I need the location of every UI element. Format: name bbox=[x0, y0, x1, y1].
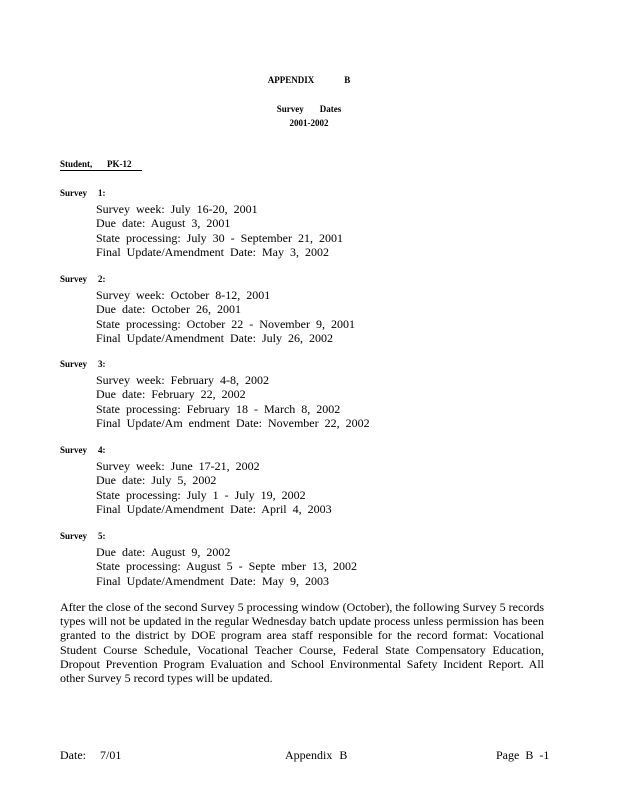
final-update-line: Final Update/Amendment Date: July 26, 2002 bbox=[96, 331, 333, 346]
appendix-heading bbox=[0, 75, 618, 85]
section-label bbox=[60, 159, 142, 171]
survey-title bbox=[60, 359, 560, 373]
survey-title-word: Survey bbox=[60, 445, 87, 455]
survey-title bbox=[60, 188, 560, 202]
section-label-grades: PK-12 bbox=[107, 159, 132, 169]
survey-details bbox=[96, 202, 560, 260]
footer-date bbox=[60, 748, 121, 763]
survey-title-word: Survey bbox=[60, 188, 87, 198]
dates-word: Dates bbox=[319, 104, 342, 114]
survey-details bbox=[96, 373, 560, 431]
survey-block-1 bbox=[60, 188, 560, 260]
survey-week-line: Survey week: June 17-21, 2002 bbox=[96, 459, 260, 473]
survey-week-line: Survey week: October 8-12, 2001 bbox=[96, 288, 271, 302]
survey-block-3 bbox=[60, 359, 560, 431]
due-date-line: Due date: August 9, 2002 bbox=[96, 545, 231, 559]
survey-details bbox=[96, 288, 560, 346]
survey-title-word: Survey bbox=[60, 274, 87, 284]
survey-title-number: 2: bbox=[98, 274, 106, 284]
state-processing-line: State processing: February 18 - March 8, 2002 bbox=[96, 401, 341, 416]
survey-dates-heading bbox=[0, 104, 618, 114]
due-date-line: Due date: July 5, 2002 bbox=[96, 473, 217, 488]
appendix-word: APPENDIX bbox=[267, 75, 315, 85]
final-update-line: Final Update/Amendment Date: May 3, 2002 bbox=[96, 245, 329, 260]
state-processing-line: State processing: July 1 - July 19, 2002 bbox=[96, 487, 306, 502]
survey-word: Survey bbox=[276, 104, 304, 114]
survey-title-word: Survey bbox=[60, 359, 87, 369]
survey-title bbox=[60, 274, 560, 288]
state-processing-line: State processing: July 30 - September 21, 2001 bbox=[96, 230, 343, 245]
appendix-letter: B bbox=[344, 75, 351, 85]
survey-5-note-paragraph: After the close of the second Survey 5 processing window (October), the following Survey 5 records types will not be updated in the regular Wednesday batch update process unless permission has been granted to the district by DOE program area staff responsible for the record format: Vocational Student Course Schedule, Vocational Teacher Course, Federal State Compensatory Education, Dropout Prevention Program Evaluation and School Environmental Safety Incident Report. All other Survey 5 record types will be updated. bbox=[60, 600, 544, 686]
survey-block-5 bbox=[60, 531, 560, 588]
due-date-line: Due date: October 26, 2001 bbox=[96, 302, 241, 317]
survey-details bbox=[96, 545, 560, 588]
final-update-line: Final Update/Amendment Date: April 4, 2003 bbox=[96, 502, 332, 517]
due-date-line: Due date: August 3, 2001 bbox=[96, 216, 231, 231]
state-processing-line: State processing: October 22 - November 9, 2001 bbox=[96, 316, 355, 331]
survey-title bbox=[60, 531, 560, 545]
footer-page-number: Page B -1 bbox=[496, 748, 550, 762]
survey-title-number: 1: bbox=[98, 188, 106, 198]
final-update-line: Final Update/Am endment Date: November 22, 2002 bbox=[96, 416, 370, 431]
survey-details bbox=[96, 459, 560, 517]
section-label-student: Student, bbox=[60, 159, 93, 169]
survey-title-number: 5: bbox=[98, 531, 106, 541]
final-update-line: Final Update/Amendment Date: May 9, 2003 bbox=[96, 573, 329, 588]
footer-appendix: Appendix B bbox=[285, 748, 348, 762]
survey-block-4 bbox=[60, 445, 560, 517]
survey-week-line: Survey week: July 16-20, 2001 bbox=[96, 202, 258, 216]
survey-title bbox=[60, 445, 560, 459]
due-date-line: Due date: February 22, 2002 bbox=[96, 387, 246, 402]
state-processing-line: State processing: August 5 - Septe mber 13, 2002 bbox=[96, 559, 357, 574]
footer-date-value: 7/01 bbox=[100, 748, 122, 762]
years-heading: 2001-2002 bbox=[289, 118, 329, 128]
survey-week-line: Survey week: February 4-8, 2002 bbox=[96, 373, 269, 387]
survey-block-2 bbox=[60, 274, 560, 346]
footer-date-label: Date: bbox=[60, 748, 86, 762]
survey-title-word: Survey bbox=[60, 531, 87, 541]
survey-title-number: 4: bbox=[98, 445, 106, 455]
survey-title-number: 3: bbox=[98, 359, 106, 369]
